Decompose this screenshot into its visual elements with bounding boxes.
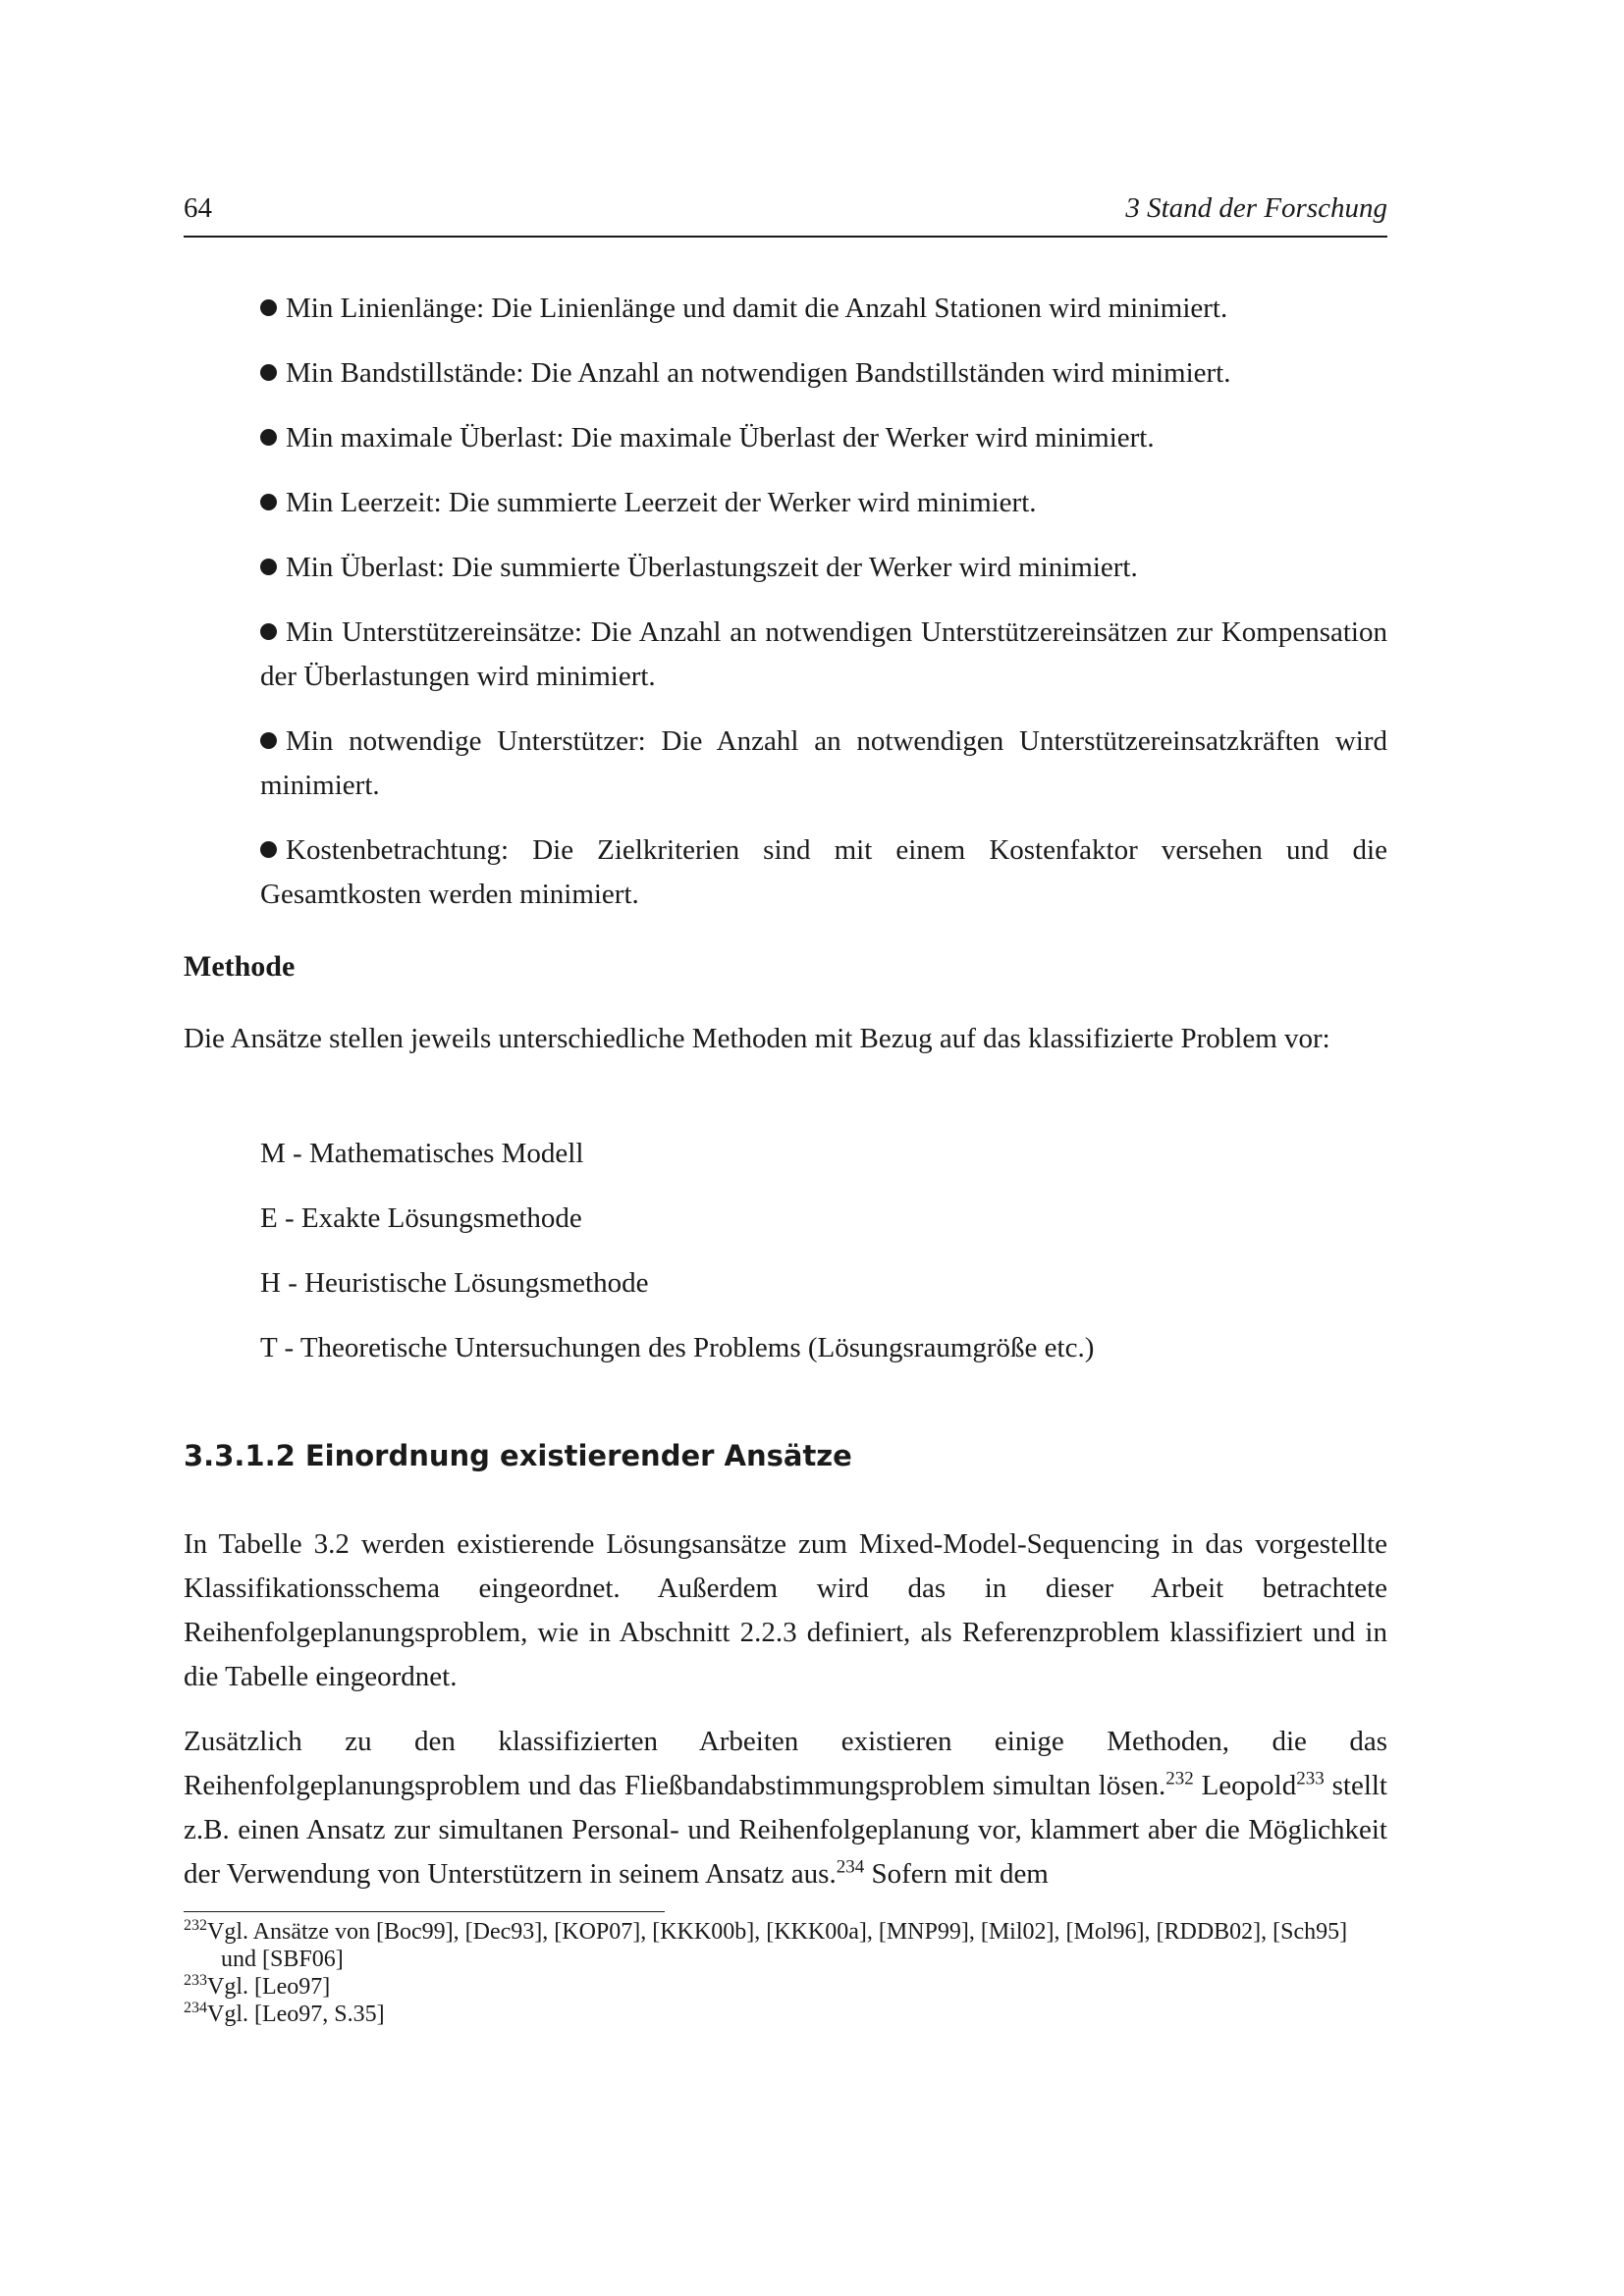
list-item: T - Theoretische Untersuchungen des Problems (Lösungsraumgröße etc.)	[260, 1332, 1095, 1363]
bullet-icon	[260, 364, 277, 381]
list-item: Min Linienlänge: Die Linienlänge und damit die Anzahl Stationen wird minimiert.	[260, 287, 1387, 331]
list-item: Min Bandstillstände: Die Anzahl an notwendigen Bandstillständen wird minimiert.	[260, 351, 1387, 396]
paragraph: Zusätzlich zu den klassifizierten Arbeiten existieren einige Methoden, die das Reihenfolgeplanungsproblem und das Fließbandabstimmungsproblem simultan lösen.$^{232}$ Leopold$^{233}$ stellt z.B. einen Ansatz zur simultanen Personal- und Reihenfolgeplanung vor, klammert aber die Möglichkeit der Verwendung von Unterstützern in seinem Ansatz aus.$^{234}$ Sofern mit dem	[184, 1726, 1387, 1890]
methode-intro: Die Ansätze stellen jeweils unterschiedliche Methoden mit Bezug auf das klassifizierte Problem vor:	[184, 1023, 1330, 1054]
footnote: $^{234}$Vgl. [Leo97, S.35]	[184, 2000, 385, 2027]
list-item: Min Unterstützereinsätze: Die Anzahl an notwendigen Unterstützereinsätzen zur Kompensation der Überlastungen wird minimiert.	[260, 616, 1387, 692]
bullet-icon	[260, 429, 277, 446]
list-item: H - Heuristische Lösungsmethode	[260, 1267, 649, 1299]
list-item: Min Leerzeit: Die summierte Leerzeit der Werker wird minimiert.	[260, 481, 1387, 525]
method-list	[260, 1132, 1094, 1391]
bullet-icon	[260, 494, 277, 510]
paragraph: In Tabelle 3.2 werden existierende Lösungsansätze zum Mixed-Model-Sequencing in das vorgestellte Klassifikationsschema eingeordnet. Außerdem wird das in dieser Arbeit betrachtete Reihenfolgeplanungsproblem, wie in Abschnitt 2.2.3 definiert, als Referenzproblem klassifiziert und in die Tabelle eingeordnet.	[184, 1528, 1387, 1692]
list-item: Min Überlast: Die summierte Überlastungszeit der Werker wird minimiert.	[260, 546, 1387, 590]
chapter-title: 3 Stand der Forschung	[1125, 192, 1387, 224]
footnote: $^{232}$Vgl. Ansätze von [Boc99], [Dec93], [KOP07], [KKK00b], [KKK00a], [MNP99], [Mil02], [Mol96], [RDDB02], [Sch95] und [SBF06]	[184, 1917, 1348, 1972]
bullet-icon	[260, 732, 277, 749]
list-item: E - Exakte Lösungsmethode	[260, 1202, 582, 1234]
footnote-number: 232	[184, 1917, 207, 1934]
list-item: Min maximale Überlast: Die maximale Überlast der Werker wird minimiert.	[260, 416, 1387, 460]
bullet-icon	[260, 623, 277, 640]
running-header	[184, 192, 1387, 238]
bullet-icon	[260, 299, 277, 316]
list-item: Min notwendige Unterstützer: Die Anzahl an notwendigen Unterstützereinsatzkräften wird minimiert.	[260, 725, 1387, 801]
section-heading: 3.3.1.2 Einordnung existierender Ansätze	[184, 1439, 852, 1472]
section-body	[184, 1522, 1387, 1917]
criteria-list	[260, 287, 1387, 937]
list-item: Kostenbetrachtung: Die Zielkriterien sind mit einem Kostenfaktor versehen und die Gesamtkosten werden minimiert.	[260, 834, 1387, 910]
footnote-number: 234	[184, 2000, 207, 2016]
bullet-icon	[260, 559, 277, 575]
footnote-ref[interactable]: 234	[836, 1856, 865, 1878]
footnote: $^{233}$Vgl. [Leo97]	[184, 1972, 331, 2000]
page-number: 64	[184, 192, 212, 224]
methode-heading: Methode	[184, 950, 296, 983]
footnote-number: 233	[184, 1972, 207, 1989]
bullet-icon	[260, 841, 277, 858]
footnote-ref[interactable]: 232	[1165, 1768, 1194, 1789]
footnote-divider	[184, 1911, 665, 1912]
footnotes	[184, 1918, 1387, 2028]
list-item: M - Mathematisches Modell	[260, 1138, 584, 1169]
footnote-ref[interactable]: 233	[1296, 1768, 1325, 1789]
